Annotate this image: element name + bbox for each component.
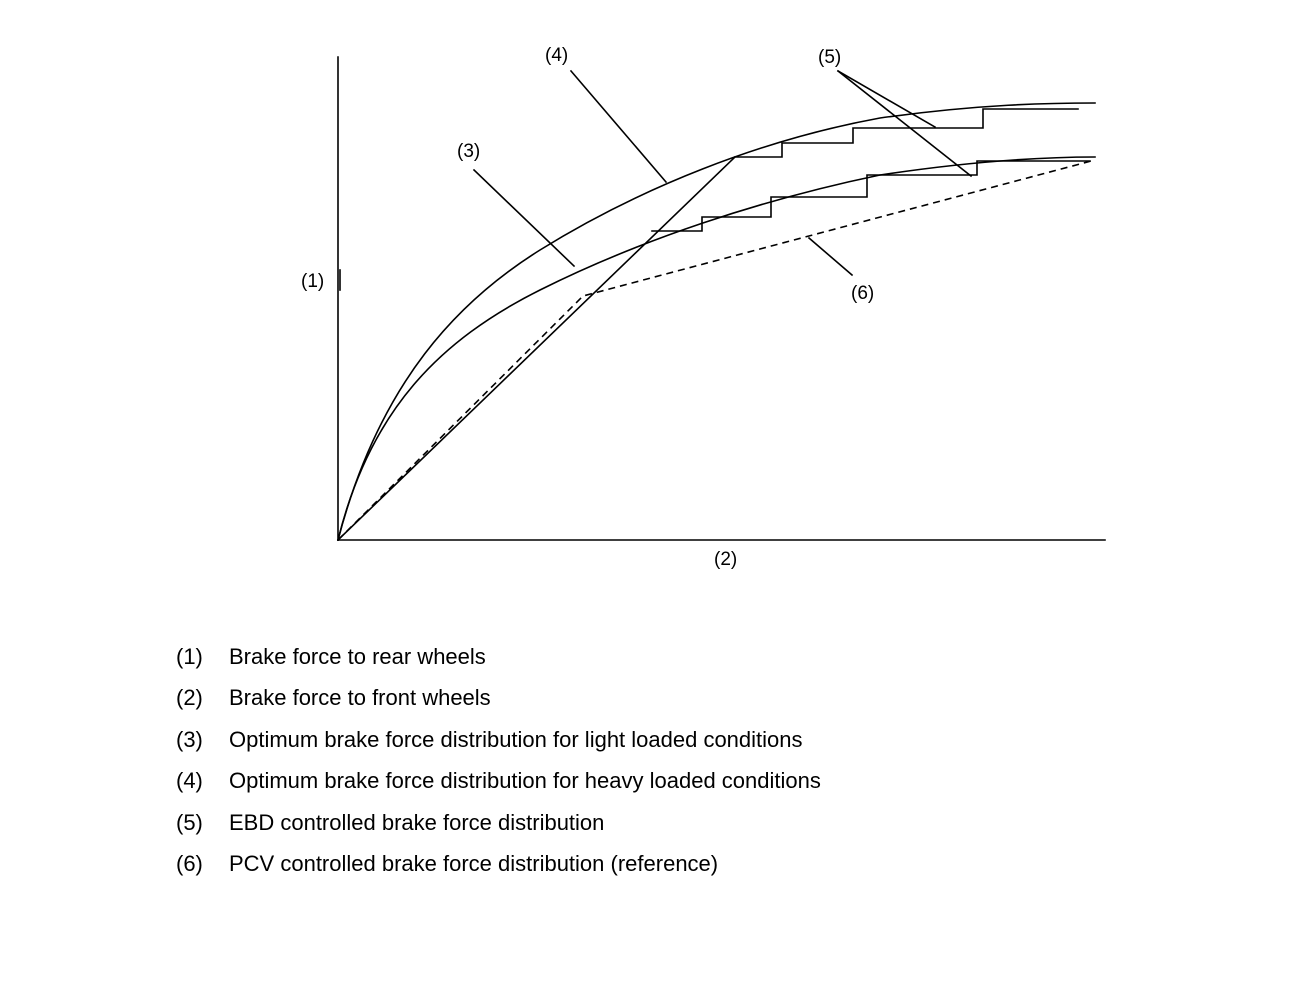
leader-4 — [571, 71, 666, 182]
callout-pcv: (6) — [851, 283, 875, 304]
legend-key: (2) — [176, 685, 203, 711]
callout-light-curve: (3) — [457, 141, 481, 162]
legend — [176, 642, 821, 890]
leader-3 — [474, 170, 574, 266]
legend-item — [176, 725, 821, 766]
callout-axis-y: (1) — [301, 271, 325, 292]
legend-key: (1) — [176, 644, 203, 669]
legend-text: EBD controlled brake force distribution — [229, 809, 605, 835]
legend-item — [176, 642, 821, 683]
leader-5a — [838, 71, 935, 127]
legend-text: Optimum brake force distribution for heavy loaded conditions — [229, 768, 821, 794]
ebd-steps-light — [652, 161, 1090, 231]
curve-light-load — [338, 157, 1095, 540]
legend-text: PCV controlled brake force distribution (reference) — [229, 850, 719, 876]
legend-key: (3) — [176, 726, 203, 752]
leader-6 — [809, 238, 852, 275]
ebd-ramp-line — [338, 157, 735, 540]
legend-item — [176, 808, 821, 849]
callout-axis-x: (2) — [714, 549, 738, 570]
legend-item — [176, 683, 821, 724]
legend-key: (5) — [176, 809, 203, 835]
legend-key: (4) — [176, 768, 203, 794]
ebd-steps-heavy — [735, 109, 1078, 157]
leader-5b — [838, 71, 971, 176]
callout-ebd: (5) — [818, 47, 842, 68]
legend-item — [176, 849, 821, 890]
legend-text: Optimum brake force distribution for light loaded conditions — [229, 726, 803, 752]
legend-key: (6) — [176, 850, 203, 876]
callout-heavy-curve: (4) — [545, 45, 569, 66]
legend-item — [176, 766, 821, 807]
curve-heavy-load — [338, 103, 1095, 540]
legend-text: Brake force to front wheels — [229, 685, 491, 711]
legend-text: Brake force to rear wheels — [229, 644, 486, 669]
